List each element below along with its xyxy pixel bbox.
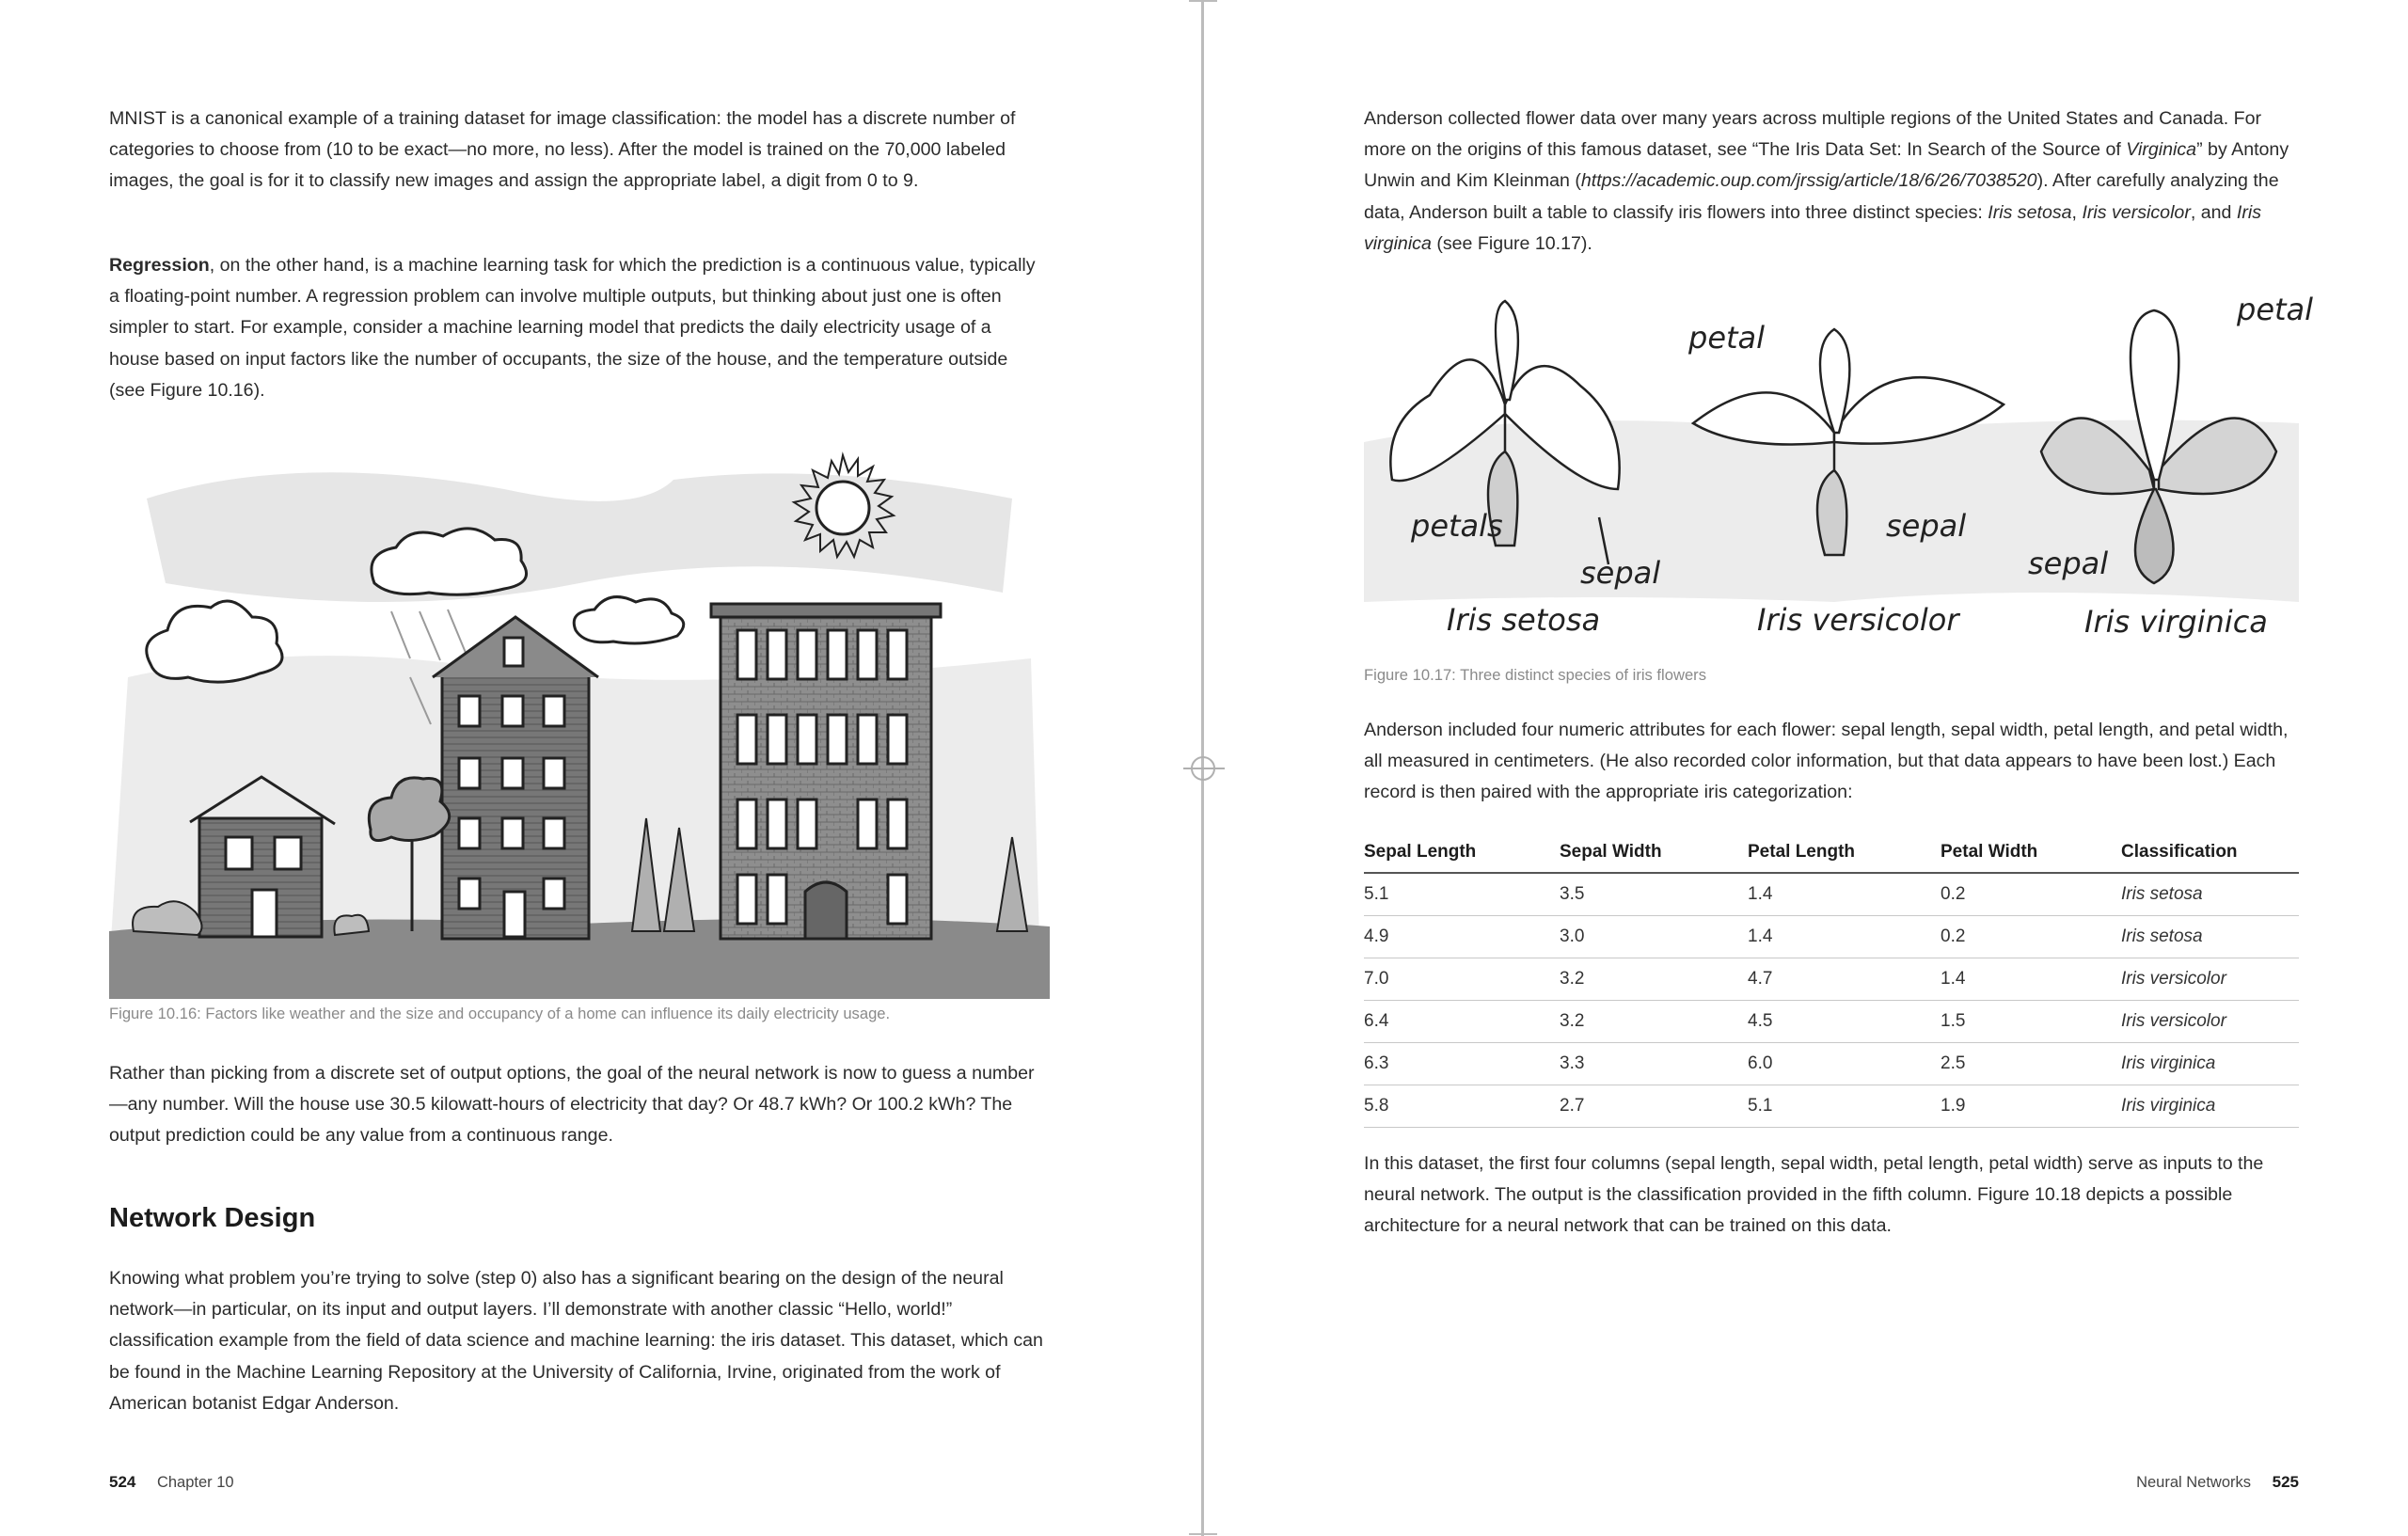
figure-caption-10-17: Figure 10.17: Three distinct species of iris flowers (1364, 666, 1706, 684)
text-run: , and (2190, 201, 2237, 223)
paragraph-mnist: MNIST is a canonical example of a training dataset for image classification: the model has a discrete number of categories to choose from (10 to be exact—no more, no less). After the model is trained on the 70,000 labeled images, the goal is for it to classify new images and assign the appropriate label, a digit from 0 to 9. (109, 108, 1016, 192)
paragraph-regression-text: , on the other hand, is a machine learning task for which the prediction is a continuous value, typically a floating-point number. A regression problem can involve multiple outputs, but thinking about just one is often simpler to start. For example, consider a machine learning model that predicts the daily electricity usage of a house based on input factors like the number of occupants, the size of the house, and the temperature outside (see Figure 10.16). (109, 255, 1036, 401)
iris-data-table (1364, 831, 2299, 1128)
table-cell: 1.4 (1941, 958, 2121, 1001)
right-folio (2136, 1473, 2299, 1492)
apartment-building (711, 604, 941, 939)
table-cell: 3.5 (1560, 873, 1748, 916)
paragraph-anderson (1364, 103, 2299, 260)
table-cell: 6.0 (1748, 1043, 1941, 1085)
text-run: ” by Antony Unwin and Kim Kleinman ( (1364, 139, 2289, 192)
table-cell: 1.4 (1748, 873, 1941, 916)
table-cell: 1.5 (1941, 1001, 2121, 1043)
figure-caption-10-16: Figure 10.16: Factors like weather and the size and occupancy of a home can influence its daily electricity usage. (109, 1005, 891, 1022)
table-cell: Iris virginica (2121, 1043, 2299, 1085)
column-header: Petal Width (1941, 831, 2121, 873)
iris-flowers-illustration (1364, 282, 2314, 658)
table-cell: Iris versicolor (2121, 958, 2299, 1001)
column-header: Petal Length (1748, 831, 1941, 873)
paragraph-attributes: Anderson included four numeric attributes for each flower: sepal length, sepal width, petal length, and petal width, all measured in centimeters. (He also recorded color information, but that data appears to have been lost.) Each record is then paired with the appropriate iris categorization: (1364, 720, 2289, 803)
table-cell: 3.2 (1560, 1001, 1748, 1043)
table-cell: 1.4 (1748, 916, 1941, 958)
column-header: Classification (2121, 831, 2299, 873)
right-page (1364, 0, 2314, 1536)
gutter-tick-bottom (1189, 1533, 1217, 1535)
species-name: Iris virginica (1364, 201, 2261, 254)
running-head: Chapter 10 (156, 1474, 234, 1491)
table-cell: Iris versicolor (2121, 1001, 2299, 1043)
table-row (1364, 1001, 2299, 1043)
label-sepal-2: sepal (1886, 508, 1967, 544)
text-run: Anderson collected flower data over many years across multiple regions of the United States and Canada. For more on the origins of this famous dataset, see “The Iris Data Set: In Search of the Source of (1364, 108, 2262, 161)
label-iris-setosa: Iris setosa (1447, 602, 1601, 638)
page-number: 525 (2272, 1473, 2299, 1491)
table-cell: 7.0 (1364, 958, 1560, 1001)
table-header-row (1364, 831, 2299, 873)
table-row (1364, 916, 2299, 958)
table-cell: 5.8 (1364, 1085, 1560, 1128)
paragraph-network-design: Knowing what problem you’re trying to solve (step 0) also has a significant bearing on the design of the neural network—in particular, on its input and output layers. I’ll demonstrate with another classic “Hello, world!” classification example from the field of data science and machine learning: the iris dataset. This dataset, which can be found in the Machine Learning Repository at the University of California, Irvine, originated from the work of American botanist Edgar Anderson. (109, 1268, 1043, 1414)
section-heading: Network Design (109, 1203, 316, 1233)
table-cell: 0.2 (1941, 873, 2121, 916)
text-run: , (2071, 201, 2083, 223)
registration-mark (1191, 756, 1215, 781)
species-name: Iris versicolor (2082, 201, 2191, 223)
middle-house (433, 617, 598, 939)
table-cell: 0.2 (1941, 916, 2121, 958)
paragraph-regression (109, 250, 1046, 406)
label-petal-2: petal (1688, 320, 1766, 356)
species-name: Iris setosa (1988, 201, 2072, 223)
table-cell: 4.5 (1748, 1001, 1941, 1043)
column-header: Sepal Width (1560, 831, 1748, 873)
table-cell: 4.9 (1364, 916, 1560, 958)
label-sepal-3: sepal (2028, 546, 2109, 581)
table-cell: 4.7 (1748, 958, 1941, 1001)
reference-url[interactable]: https://academic.oup.com/jrssig/article/18/6/26/7038520 (1580, 170, 2037, 192)
label-iris-versicolor: Iris versicolor (1757, 602, 1959, 638)
table-cell: 5.1 (1748, 1085, 1941, 1128)
paragraph-continuous: Rather than picking from a discrete set of output options, the goal of the neural network is now to guess a number—any number. Will the house use 30.5 kilowatt-hours of electricity that day? Or 48.7 kWh? Or 100.2 kWh? The output prediction could be any value from a continuous range. (109, 1063, 1035, 1147)
label-petal-3: petal (2237, 292, 2314, 327)
table-cell: Iris virginica (2121, 1085, 2299, 1128)
table-cell: Iris setosa (2121, 916, 2299, 958)
label-sepal-1: sepal (1580, 555, 1661, 591)
table-cell: 3.0 (1560, 916, 1748, 958)
table-row (1364, 1085, 2299, 1128)
label-iris-virginica: Iris virginica (2084, 604, 2268, 640)
table-row (1364, 873, 2299, 916)
left-page (109, 0, 1046, 1536)
table-cell: 6.3 (1364, 1043, 1560, 1085)
text-run: (see Figure 10.17). (1431, 232, 1592, 254)
paragraph-inputs-outputs: In this dataset, the first four columns (sepal length, sepal width, petal length, petal width) serve as inputs to the neural network. The output is the classification provided in the fifth column. Figure 10.18 depicts a possible architecture for a neural network that can be trained on this data. (1364, 1153, 2264, 1237)
running-head: Neural Networks (2136, 1474, 2252, 1491)
term-regression: Regression (109, 255, 210, 276)
table-cell: 3.2 (1560, 958, 1748, 1001)
table-cell: 5.1 (1364, 873, 1560, 916)
page-number: 524 (109, 1473, 136, 1491)
label-petals: petals (1411, 508, 1503, 544)
left-folio (109, 1473, 234, 1492)
table-cell: Iris setosa (2121, 873, 2299, 916)
table-cell: 1.9 (1941, 1085, 2121, 1128)
table-row (1364, 958, 2299, 1001)
table-cell: 2.7 (1560, 1085, 1748, 1128)
column-header: Sepal Length (1364, 831, 1560, 873)
table-cell: 3.3 (1560, 1043, 1748, 1085)
table-cell: 2.5 (1941, 1043, 2121, 1085)
table-row (1364, 1043, 2299, 1085)
italic-virginica: Virginica (2126, 139, 2197, 161)
houses-illustration (109, 442, 1050, 999)
text-run: ). After carefully analyzing the data, Anderson built a table to classify iris flowers into three distinct species: (1364, 170, 2279, 223)
table-cell: 6.4 (1364, 1001, 1560, 1043)
